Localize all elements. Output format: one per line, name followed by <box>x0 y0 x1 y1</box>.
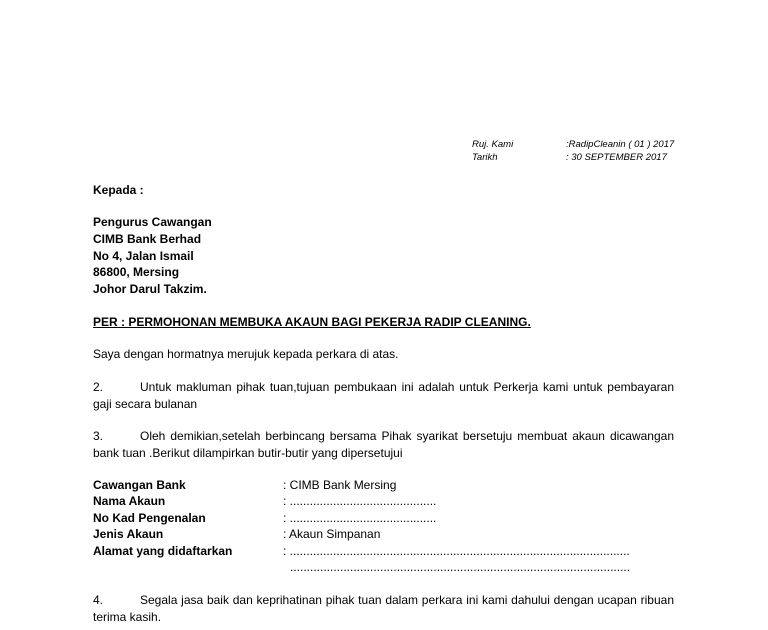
paragraph-number: 4. <box>93 593 104 607</box>
detail-label: Alamat yang didaftarkan <box>93 544 233 558</box>
recipient-line: Johor Darul Takzim. <box>93 282 207 296</box>
reference-tarikh-value: : 30 SEPTEMBER 2017 <box>566 152 667 163</box>
detail-value: : CIMB Bank Mersing <box>283 478 397 492</box>
reference-ruj-label: Ruj. Kami <box>472 139 514 150</box>
paragraph-text: Oleh demikian,setelah berbincang bersama Pihak syarikat bersetuju membuat akaun dicawangan bank tuan .Berikut dilampirkan butir-butir yang dipersetujui <box>93 429 674 460</box>
recipient-line: 86800, Mersing <box>93 265 180 279</box>
opening-sentence: Saya dengan hormatnya merujuk kepada perkara di atas. <box>93 347 399 361</box>
paragraph-number: 2. <box>93 380 104 394</box>
detail-label: Nama Akaun <box>93 494 166 508</box>
paragraph-text: Untuk makluman pihak tuan,tujuan pembukaan ini adalah untuk Perkerja kami untuk pembayaran gaji secara bulanan <box>93 380 674 411</box>
paragraph-3 <box>93 428 674 462</box>
detail-value: : ...................................................................................................... <box>283 544 630 558</box>
reference-tarikh-label: Tarikh <box>472 152 498 163</box>
detail-value: : Akaun Simpanan <box>283 527 381 541</box>
address-continuation: ...................................................................................................... <box>290 560 631 574</box>
recipient-line: No 4, Jalan Ismail <box>93 249 194 263</box>
recipient-line: Pengurus Cawangan <box>93 215 212 229</box>
detail-value: : ............................................ <box>283 494 437 508</box>
recipient-line: CIMB Bank Berhad <box>93 232 202 246</box>
detail-label: Cawangan Bank <box>93 478 186 492</box>
paragraph-4 <box>93 592 674 626</box>
salutation: Kepada : <box>93 183 144 197</box>
detail-label: Jenis Akaun <box>93 527 164 541</box>
subject-line: PER : PERMOHONAN MEMBUKA AKAUN BAGI PEKERJA RADIP CLEANING. <box>93 315 531 329</box>
paragraph-number: 3. <box>93 429 104 443</box>
paragraph-text: Segala jasa baik dan keprihatinan pihak tuan dalam perkara ini kami dahului dengan ucapan ribuan terima kasih. <box>93 593 674 624</box>
reference-ruj-value: :RadipCleanin ( 01 ) 2017 <box>566 139 675 150</box>
paragraph-2 <box>93 379 674 413</box>
detail-value: : ............................................ <box>283 511 437 525</box>
detail-label: No Kad Pengenalan <box>93 511 206 525</box>
